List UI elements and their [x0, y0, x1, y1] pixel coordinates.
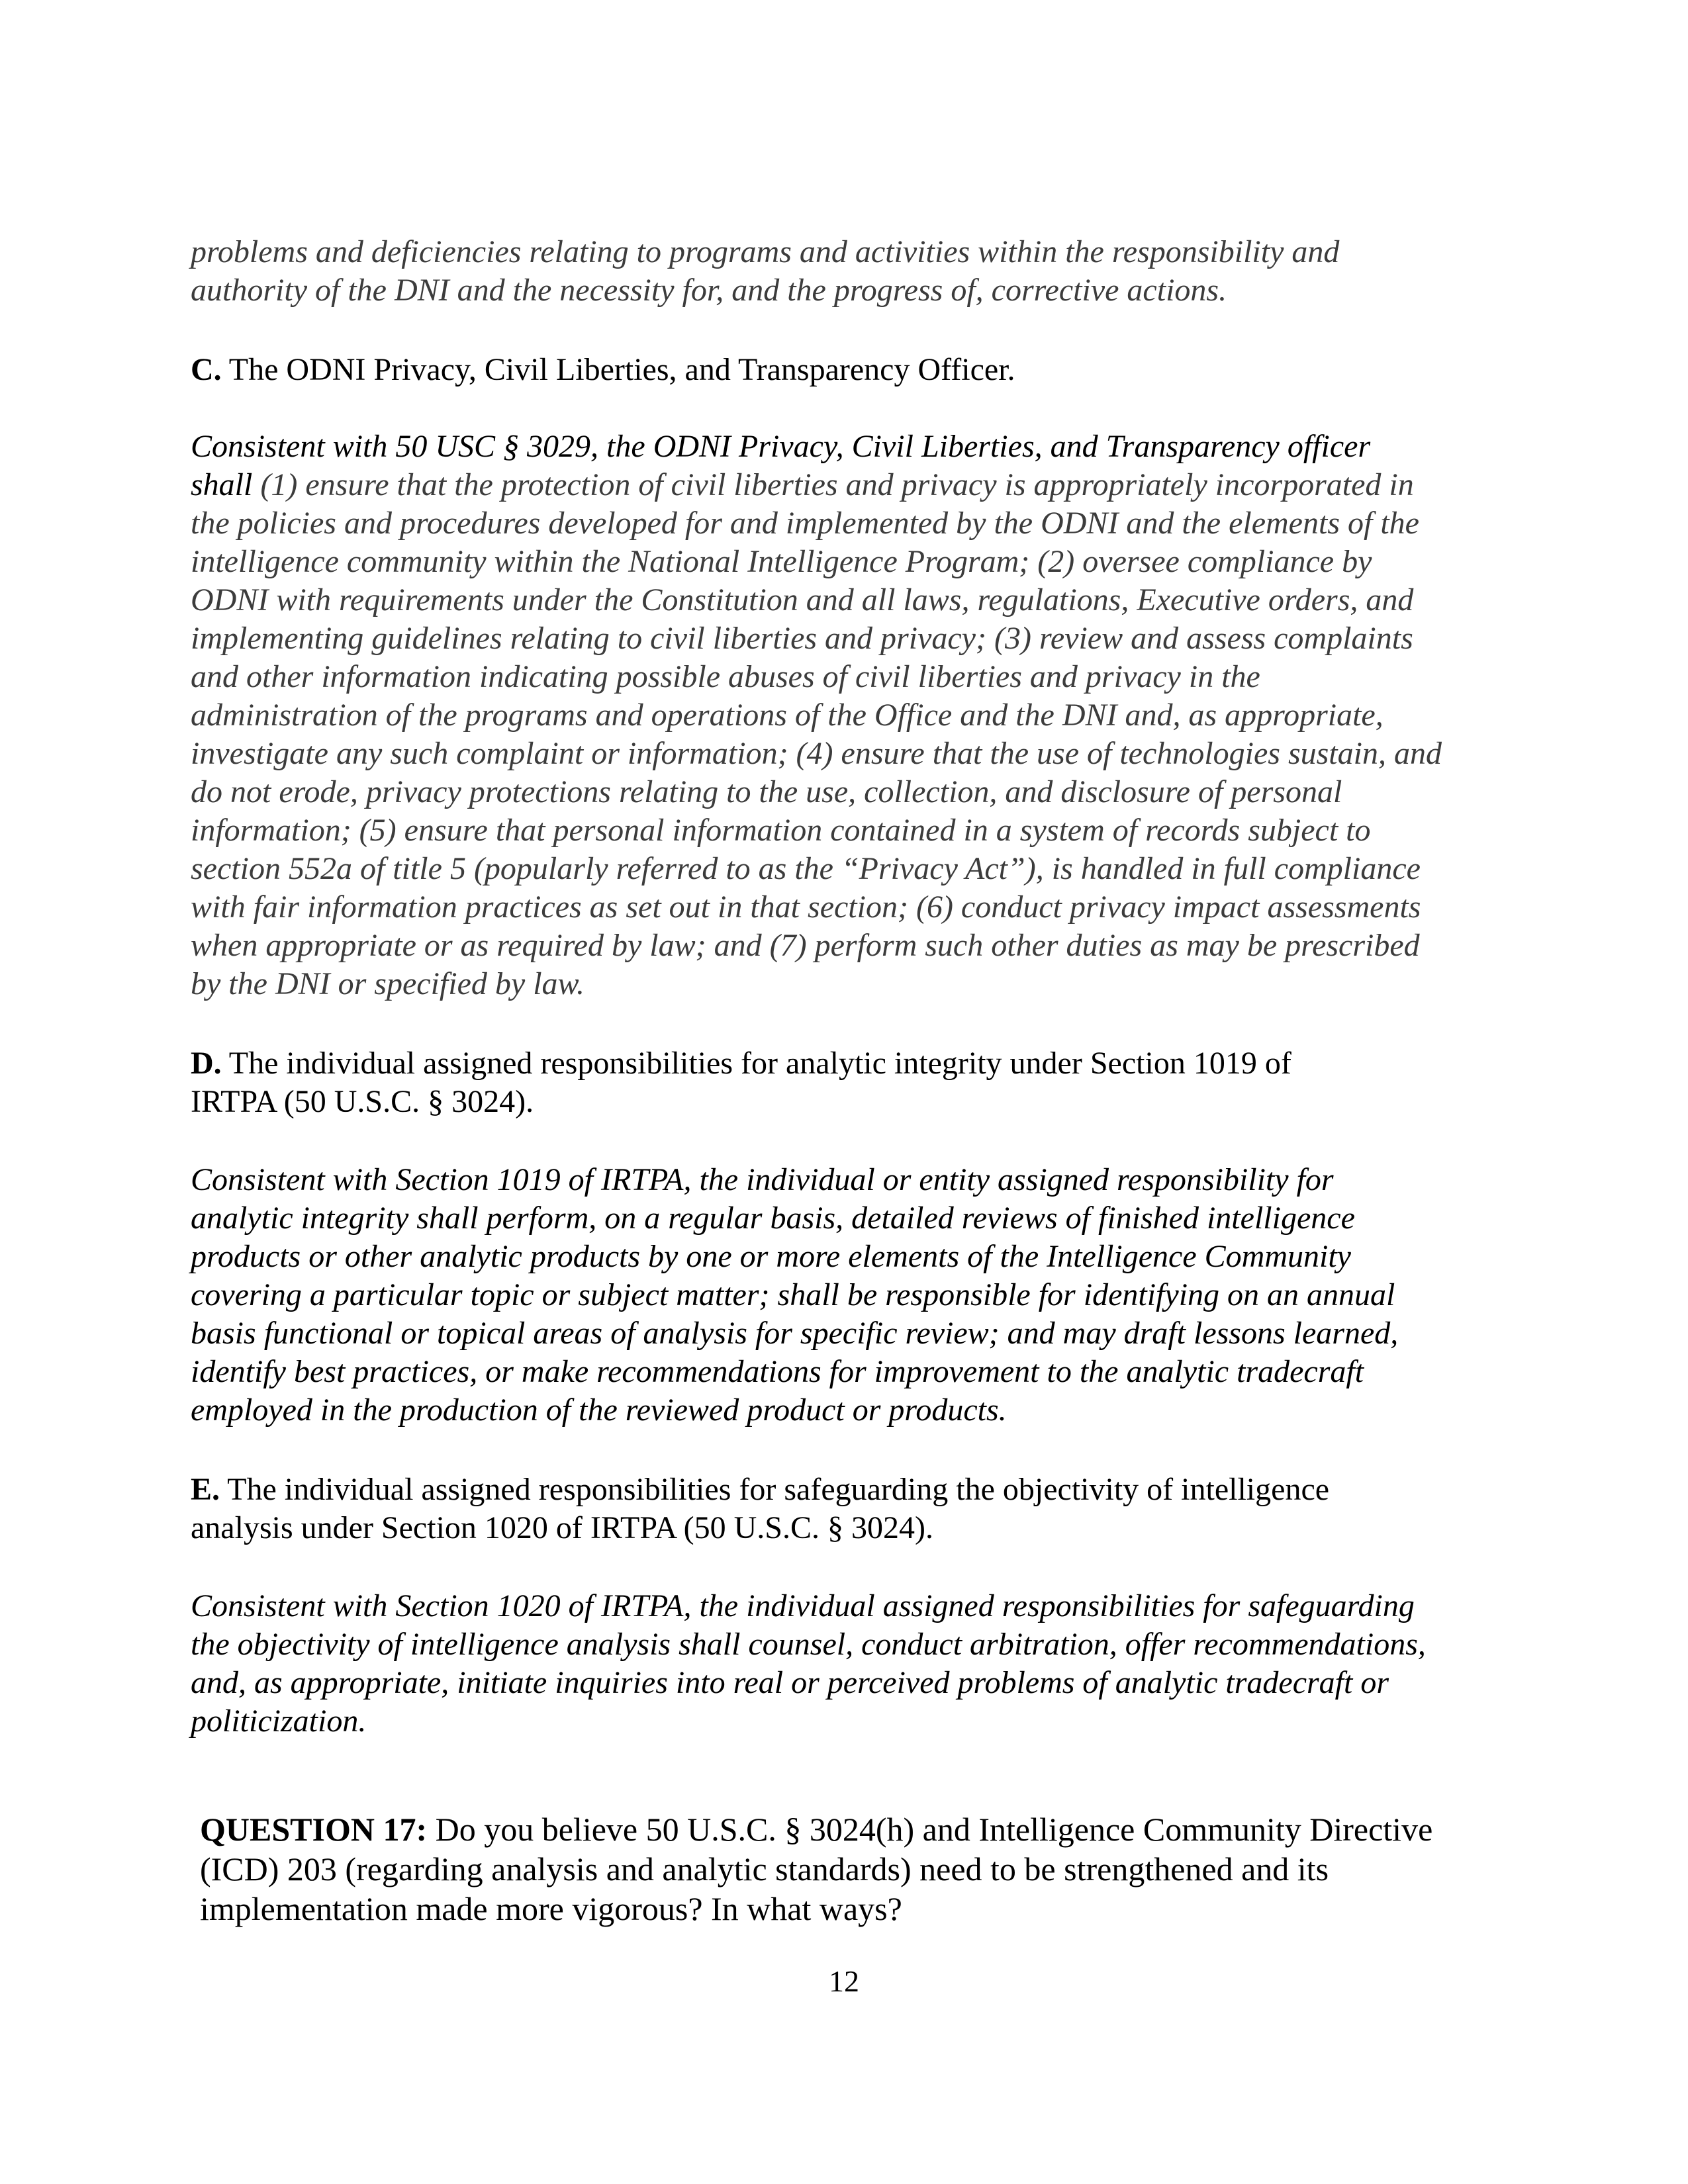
text-line: the policies and procedures developed for and implemented by the ODNI and the elements of the [191, 506, 1419, 541]
text-line [200, 1809, 1432, 1849]
text-line: authority of the DNI and the necessity for, and the progress of, corrective actions. [191, 273, 1227, 308]
section-title: The ODNI Privacy, Civil Liberties, and Transparency Officer. [221, 352, 1015, 387]
text-line: when appropriate or as required by law; and (7) perform such other duties as may be prescribed [191, 928, 1420, 963]
text-span: (1) ensure that the protection of civil liberties and privacy is appropriately incorporated in [252, 467, 1414, 502]
text-line: Consistent with 50 USC § 3029, the ODNI Privacy, Civil Liberties, and Transparency officer [191, 429, 1371, 464]
text-line: and other information indicating possible abuses of civil liberties and privacy in the [191, 659, 1260, 694]
text-line: basis functional or topical areas of analysis for specific review; and may draft lessons learned, [191, 1316, 1399, 1351]
section-title: The individual assigned responsibilities for safeguarding the objectivity of intelligence [220, 1472, 1330, 1507]
text-line: problems and deficiencies relating to programs and activities within the responsibility and [191, 234, 1340, 269]
text-line: (ICD) 203 (regarding analysis and analytic standards) need to be strengthened and its [200, 1850, 1329, 1888]
text-line: products or other analytic products by one or more elements of the Intelligence Community [191, 1239, 1351, 1274]
text-line: employed in the production of the reviewed product or products. [191, 1392, 1007, 1428]
text-line: with fair information practices as set out in that section; (6) conduct privacy impact assessments [191, 889, 1421, 925]
text-line [191, 1044, 1291, 1083]
text-line: analytic integrity shall perform, on a regular basis, detailed reviews of finished intelligence [191, 1201, 1355, 1236]
text-line: ODNI with requirements under the Constitution and all laws, regulations, Executive orders, and [191, 582, 1414, 617]
text-line: administration of the programs and operations of the Office and the DNI and, as appropriate, [191, 698, 1383, 733]
section-c-heading [191, 351, 1015, 389]
text-line: implementation made more vigorous? In what ways? [200, 1890, 902, 1927]
text-line: investigate any such complaint or information; (4) ensure that the use of technologies sustain, and [191, 736, 1442, 771]
section-label: C. [191, 352, 222, 387]
text-line: IRTPA (50 U.S.C. § 3024). [191, 1084, 534, 1119]
question-label: QUESTION 17: [200, 1811, 428, 1848]
text-line: and, as appropriate, initiate inquiries into real or perceived problems of analytic tradecraft or [191, 1665, 1389, 1700]
section-label: D. [191, 1046, 222, 1081]
text-line: Consistent with Section 1019 of IRTPA, the individual or entity assigned responsibility for [191, 1162, 1334, 1197]
text-line: intelligence community within the National Intelligence Program; (2) oversee compliance by [191, 544, 1372, 579]
question-text: Do you believe 50 U.S.C. § 3024(h) and Intelligence Community Directive [427, 1811, 1433, 1848]
text-line: by the DNI or specified by law. [191, 966, 585, 1001]
text-line: Consistent with Section 1020 of IRTPA, the individual assigned responsibilities for safeguarding [191, 1588, 1415, 1623]
text-line: identify best practices, or make recommendations for improvement to the analytic tradecraft [191, 1354, 1364, 1389]
text-line: information; (5) ensure that personal information contained in a system of records subject to [191, 813, 1371, 848]
text-line: the objectivity of intelligence analysis shall counsel, conduct arbitration, offer recommendations, [191, 1627, 1426, 1662]
text-line: do not erode, privacy protections relating to the use, collection, and disclosure of personal [191, 774, 1342, 809]
text-line [191, 466, 1414, 504]
text-line: politicization. [191, 1704, 367, 1739]
text-line: analysis under Section 1020 of IRTPA (50 U.S.C. § 3024). [191, 1510, 933, 1545]
section-title: The individual assigned responsibilities for analytic integrity under Section 1019 of [221, 1046, 1291, 1081]
text-line [191, 1471, 1329, 1509]
text-line: covering a particular topic or subject matter; shall be responsible for identifying on an annual [191, 1277, 1395, 1312]
section-label: E. [191, 1472, 220, 1507]
text-line: implementing guidelines relating to civil liberties and privacy; (3) review and assess complaints [191, 621, 1413, 656]
text-line: section 552a of title 5 (popularly referred to as the “Privacy Act”), is handled in full compliance [191, 851, 1421, 886]
page-number: 12 [829, 1964, 859, 1998]
text-span: shall [191, 467, 253, 502]
